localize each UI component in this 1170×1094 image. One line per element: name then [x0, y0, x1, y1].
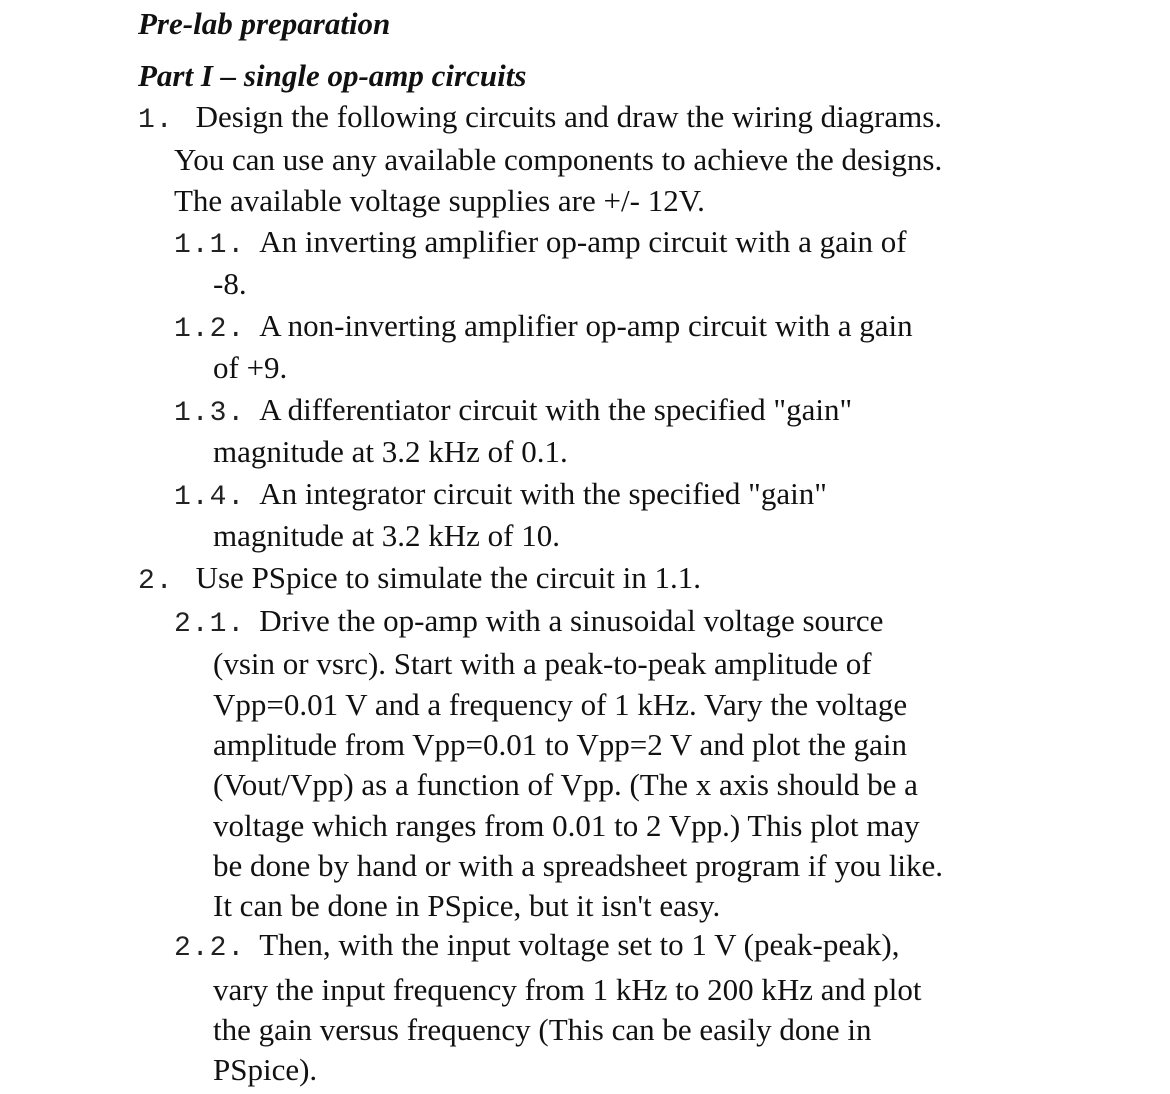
item-1-text-line: You can use any available components to achieve the designs. [174, 142, 943, 177]
subitem-1-4-number: 1.4. [174, 482, 246, 513]
subitem-2-2-line [174, 927, 899, 967]
item-1-text-line: The available voltage supplies are +/- 12V. [174, 183, 705, 218]
subitem-2-1-text-line: voltage which ranges from 0.01 to 2 Vpp.) This plot may [213, 808, 920, 843]
subitem-1-1-line [174, 224, 907, 264]
item-2-number: 2. [138, 566, 174, 597]
subitem-2-1-text-line: Vpp=0.01 V and a frequency of 1 kHz. Vary the voltage [213, 687, 908, 722]
subitem-2-2-text-line: the gain versus frequency (This can be easily done in [213, 1012, 872, 1047]
subitem-1-2-text-line: of +9. [213, 350, 288, 385]
subitem-2-1-text-line: be done by hand or with a spreadsheet program if you like. [213, 848, 944, 883]
item-1-number: 1. [138, 105, 174, 136]
subitem-1-3-text: A differentiator circuit with the specified "gain" [259, 392, 853, 427]
subitem-1-1-text-line: -8. [213, 266, 247, 301]
subitem-2-1-number: 2.1. [174, 609, 246, 640]
subitem-1-4-text: An integrator circuit with the specified "gain" [259, 476, 827, 511]
subitem-2-1-text: Drive the op-amp with a sinusoidal voltage source [259, 603, 884, 638]
subitem-1-3-line [174, 392, 852, 432]
section-heading: Pre-lab preparation [138, 6, 391, 41]
item-2-line [138, 560, 701, 600]
subitem-2-2-text: Then, with the input voltage set to 1 V (peak-peak), [259, 927, 900, 962]
subitem-1-4-text-line: magnitude at 3.2 kHz of 10. [213, 518, 560, 553]
part-heading: Part I – single op-amp circuits [138, 58, 527, 93]
subitem-1-3-number: 1.3. [174, 398, 246, 429]
subitem-1-2-text: A non-inverting amplifier op-amp circuit with a gain [259, 308, 913, 343]
subitem-1-2-number: 1.2. [174, 314, 246, 345]
subitem-2-2-text-line: vary the input frequency from 1 kHz to 200 kHz and plot [213, 972, 922, 1007]
subitem-2-1-line [174, 603, 883, 643]
subitem-1-2-line [174, 308, 913, 348]
subitem-1-1-number: 1.1. [174, 230, 246, 261]
subitem-2-1-text-line: amplitude from Vpp=0.01 to Vpp=2 V and plot the gain [213, 727, 907, 762]
item-1-text: Design the following circuits and draw the wiring diagrams. [195, 99, 943, 134]
subitem-2-1-text-line: (Vout/Vpp) as a function of Vpp. (The x axis should be a [213, 767, 918, 802]
item-1-line [138, 99, 942, 139]
subitem-2-2-text-line: PSpice). [213, 1052, 318, 1087]
subitem-2-1-text-line: It can be done in PSpice, but it isn't easy. [213, 888, 721, 923]
subitem-1-4-line [174, 476, 827, 516]
subitem-1-3-text-line: magnitude at 3.2 kHz of 0.1. [213, 434, 568, 469]
subitem-2-1-text-line: (vsin or vsrc). Start with a peak-to-peak amplitude of [213, 646, 872, 681]
subitem-1-1-text: An inverting amplifier op-amp circuit with a gain of [259, 224, 907, 259]
item-2-text: Use PSpice to simulate the circuit in 1.1. [195, 560, 701, 595]
subitem-2-2-number: 2.2. [174, 933, 246, 964]
